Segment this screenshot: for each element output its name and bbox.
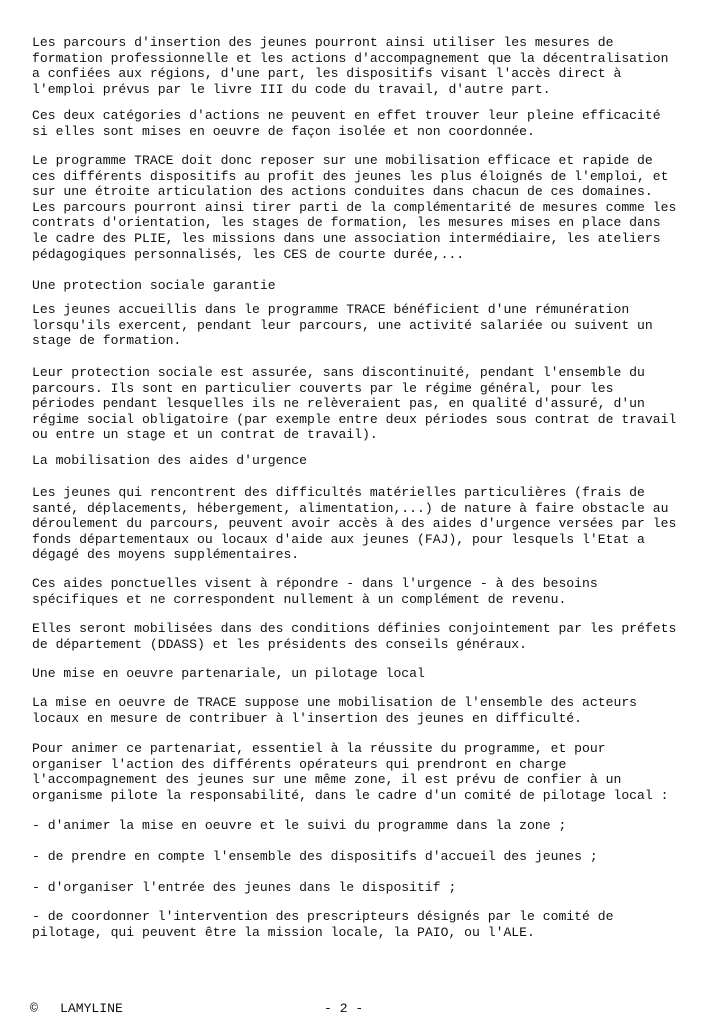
text-line: pilotage, qui peuvent être la mission locale, la PAIO, ou l'ALE. <box>32 924 535 940</box>
page-number: - 2 - <box>324 1001 364 1016</box>
text-line: Elles seront mobilisées dans des conditions définies conjointement par les préfets <box>32 621 677 636</box>
text-line: - d'animer la mise en oeuvre et le suivi du programme dans la zone ; <box>32 818 567 833</box>
text-line: déroulement du parcours, peuvent avoir accès à des aides d'urgence versées par les <box>32 516 677 532</box>
text-line: - de coordonner l'intervention des prescripteurs désignés par le comité de <box>32 909 614 924</box>
paragraph <box>32 35 668 97</box>
text-line: contrats d'orientation, les stages de formation, les mesures mises en place dans <box>32 215 661 231</box>
paragraph <box>32 818 566 834</box>
copyright-symbol: © <box>30 1001 38 1016</box>
text-line: Leur protection sociale est assurée, sans discontinuité, pendant l'ensemble du <box>32 365 645 380</box>
paragraph <box>32 621 676 652</box>
text-line: organiser l'action des différents opérateurs qui prendront en charge <box>32 756 567 772</box>
text-line: Une protection sociale garantie <box>32 278 276 293</box>
text-line: Les parcours pourront ainsi tirer parti de la complémentarité de mesures comme les <box>32 199 677 215</box>
text-line: Le programme TRACE doit donc reposer sur une mobilisation efficace et rapide de <box>32 153 653 168</box>
text-line: fonds départementaux ou locaux d'aide aux jeunes (FAJ), pour lesquels l'Etat a <box>32 531 645 547</box>
text-line: santé, déplacements, hébergement, alimentation,...) de nature à faire obstacle au <box>32 500 669 516</box>
text-line: ou entre un stage et un contrat de travail). <box>32 427 378 443</box>
text-line: stage de formation. <box>32 333 182 349</box>
text-line: si elles sont mises en oeuvre de façon isolée et non coordonnée. <box>32 123 535 139</box>
paragraph <box>32 909 613 940</box>
text-line: Les parcours d'insertion des jeunes pourront ainsi utiliser les mesures de <box>32 35 614 50</box>
text-line: dégagé des moyens supplémentaires. <box>32 547 300 563</box>
text-line: Les jeunes qui rencontrent des difficultés matérielles particulières (frais de <box>32 485 645 500</box>
text-line: Ces deux catégories d'actions ne peuvent en effet trouver leur pleine efficacité <box>32 108 661 123</box>
text-line: l'emploi prévus par le livre III du code du travail, d'autre part. <box>32 81 551 97</box>
text-line: le cadre des PLIE, les missions dans une association intermédiaire, les ateliers <box>32 230 661 246</box>
text-line: La mobilisation des aides d'urgence <box>32 453 308 468</box>
text-line: ces différents dispositifs au profit des jeunes les plus éloignés de l'emploi, et <box>32 168 669 184</box>
text-line: La mise en oeuvre de TRACE suppose une mobilisation de l'ensemble des acteurs <box>32 695 638 710</box>
paragraph <box>32 695 637 726</box>
text-line: Ces aides ponctuelles visent à répondre - dans l'urgence - à des besoins <box>32 576 598 591</box>
text-line: parcours. Ils sont en particulier couverts par le régime général, pour les <box>32 380 614 396</box>
text-line: pédagogiques personnalisés, les CES de courte durée,... <box>32 246 465 262</box>
text-line: formation professionnelle et les actions d'accompagnement que la décentralisation <box>32 50 669 66</box>
text-line: spécifiques et ne correspondent nullement à un complément de revenu. <box>32 591 567 607</box>
footer-brand: LAMYLINE <box>60 1001 123 1016</box>
paragraph <box>32 108 661 139</box>
text-line: périodes pendant lesquelles ils ne relèveraient pas, en qualité d'assuré, d'un <box>32 396 645 412</box>
text-line: Les jeunes accueillis dans le programme TRACE bénéficient d'une rémunération <box>32 302 630 317</box>
text-line: de département (DDASS) et les présidents des conseils généraux. <box>32 636 528 652</box>
paragraph <box>32 153 676 262</box>
paragraph <box>32 741 668 803</box>
text-line: organisme pilote la responsabilité, dans le cadre d'un comité de pilotage local : <box>32 787 669 803</box>
paragraph <box>32 576 598 607</box>
section-heading <box>32 278 276 294</box>
paragraph <box>32 302 653 349</box>
text-line: - de prendre en compte l'ensemble des dispositifs d'accueil des jeunes ; <box>32 849 598 864</box>
text-line: régime social obligatoire (par exemple entre deux périodes sous contrat de travail <box>32 411 677 427</box>
text-line: Une mise en oeuvre partenariale, un pilotage local <box>32 666 425 681</box>
text-line: l'accompagnement des jeunes sur une même zone, il est prévu de confier à un <box>32 772 622 788</box>
paragraph <box>32 849 598 865</box>
text-line: Pour animer ce partenariat, essentiel à la réussite du programme, et pour <box>32 741 606 756</box>
text-line: - d'organiser l'entrée des jeunes dans le dispositif ; <box>32 880 457 895</box>
text-line: lorsqu'ils exercent, pendant leur parcours, une activité salariée ou suivent un <box>32 317 653 333</box>
section-heading <box>32 453 307 469</box>
text-line: locaux en mesure de contribuer à l'insertion des jeunes en difficulté. <box>32 710 583 726</box>
text-line: sur une étroite articulation des actions conduites dans chacun de ces domaines. <box>32 184 653 200</box>
paragraph <box>32 880 456 896</box>
text-line: a confiées aux régions, d'une part, les dispositifs visant l'accès direct à <box>32 66 622 82</box>
paragraph <box>32 365 676 443</box>
paragraph <box>32 485 676 563</box>
section-heading <box>32 666 425 682</box>
